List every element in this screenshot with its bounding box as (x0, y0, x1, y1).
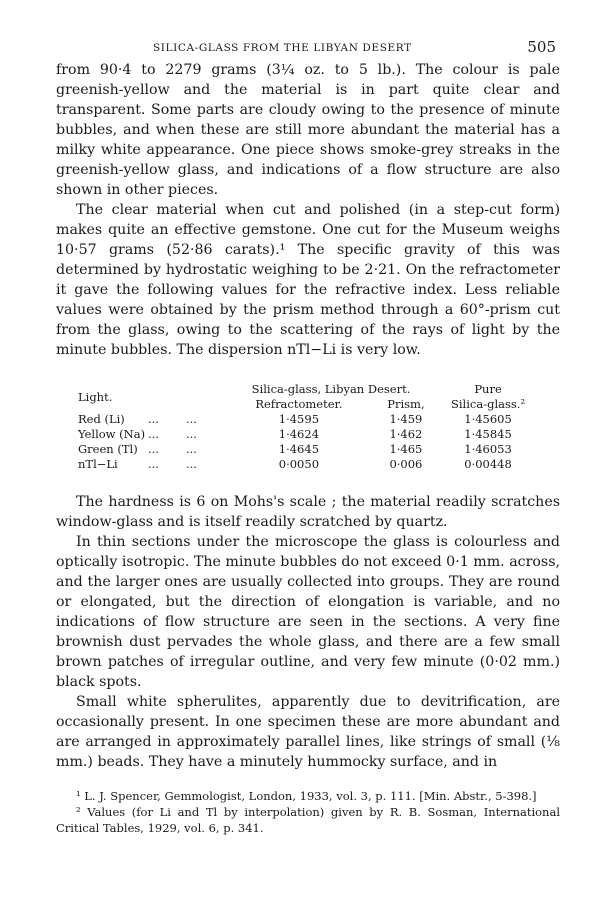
table-header-row-1 (78, 382, 538, 397)
cell-light: Yellow (Na) (78, 427, 146, 441)
cell-light: Green (Tl) (78, 442, 138, 456)
page (56, 38, 560, 836)
header-group: Silica-glass, Libyan Desert. (251, 382, 411, 396)
cell-prism: 0·006 (389, 457, 423, 471)
cell-light: nTl−Li (78, 457, 118, 471)
cell-dots: ... (148, 442, 159, 456)
cell-refractometer: 1·4645 (278, 442, 320, 456)
paragraph: In thin sections under the microscope the glass is colourless and optically isotropic. The minute bubbles do not exceed 0·1 mm. across, and the larger ones are usually collected into groups. They are round or elongated, but the direction of elongation is variable, and no indications of flow structure are seen in the sections. A very fine brownish dust pervades the whole glass, and there are a few small brown patches of irregular outline, and very few minute (0·02 mm.) black spots. (56, 534, 560, 690)
cell-dots: ... (148, 412, 159, 426)
page-number: 505 (527, 38, 556, 56)
footnotes (56, 788, 560, 836)
cell-pure: 1·45605 (464, 412, 512, 426)
cell-dots: ... (148, 427, 159, 441)
header-pure-1: Pure (474, 382, 502, 396)
header-pure-2: Silica-glass.² (451, 397, 526, 411)
paragraph: Small white spherulites, apparently due to devitrification, are occasionally present. In one specimen these are more abundant and are arranged in approximately parallel lines, like strings of small (⅛ mm.) beads. They have a minutely hummocky surface, and in (56, 694, 560, 770)
table-row (78, 442, 538, 457)
running-title: SILICA-GLASS FROM THE LIBYAN DESERT (153, 42, 412, 54)
header-prism: Prism, (387, 397, 425, 411)
paragraph: from 90·4 to 2279 grams (3¼ oz. to 5 lb.). The colour is pale greenish-yellow and the material is in part quite clear and transparent. Some parts are cloudy owing to the presence of minute bubbles, and when these are still more abundant the material has a milky white appearance. One piece shows smoke-grey streaks in the greenish-yellow glass, and indications of a flow structure are also shown in other pieces. (56, 62, 560, 198)
cell-pure: 1·45845 (464, 427, 512, 441)
cell-prism: 1·459 (389, 412, 423, 426)
header-refractometer: Refractometer. (255, 397, 343, 411)
cell-dots: ... (148, 457, 159, 471)
cell-dots: ... (186, 457, 197, 471)
table-row (78, 457, 538, 472)
header-light: Light. (78, 389, 113, 404)
cell-light: Red (Li) (78, 412, 125, 426)
table-row (78, 427, 538, 442)
cell-refractometer: 0·0050 (278, 457, 320, 471)
cell-pure: 0·00448 (464, 457, 512, 471)
footnote: ¹ L. J. Spencer, Gemmologist, London, 1933, vol. 3, p. 111. [Min. Abstr., 5-398.] (76, 789, 537, 803)
cell-refractometer: 1·4624 (278, 427, 320, 441)
cell-dots: ... (186, 412, 197, 426)
cell-dots: ... (186, 442, 197, 456)
cell-dots: ... (186, 427, 197, 441)
running-head (56, 38, 560, 60)
cell-prism: 1·462 (389, 427, 423, 441)
refractive-index-table (78, 382, 538, 472)
table-row (78, 412, 538, 427)
paragraph: The clear material when cut and polished (in a step-cut form) makes quite an effective gemstone. One cut for the Museum weighs 10·57 grams (52·86 carats).¹ The specific gravity of this was determined by hydrostatic weighing to be 2·21. On the refractometer it gave the following values for the refractive index. Less reliable values were obtained by the prism method through a 60°-prism cut from the glass, owing to the scattering of the rays of light by the minute bubbles. The dispersion nTl−Li is very low. (56, 202, 560, 358)
footnote: ² Values (for Li and Tl by interpolation) given by R. B. Sosman, International Critical Tables, 1929, vol. 6, p. 341. (56, 805, 560, 835)
cell-pure: 1·46053 (464, 442, 512, 456)
cell-refractometer: 1·4595 (278, 412, 320, 426)
cell-prism: 1·465 (389, 442, 423, 456)
paragraph: The hardness is 6 on Mohs's scale ; the material readily scratches window-glass and is itself readily scratched by quartz. (56, 494, 560, 530)
